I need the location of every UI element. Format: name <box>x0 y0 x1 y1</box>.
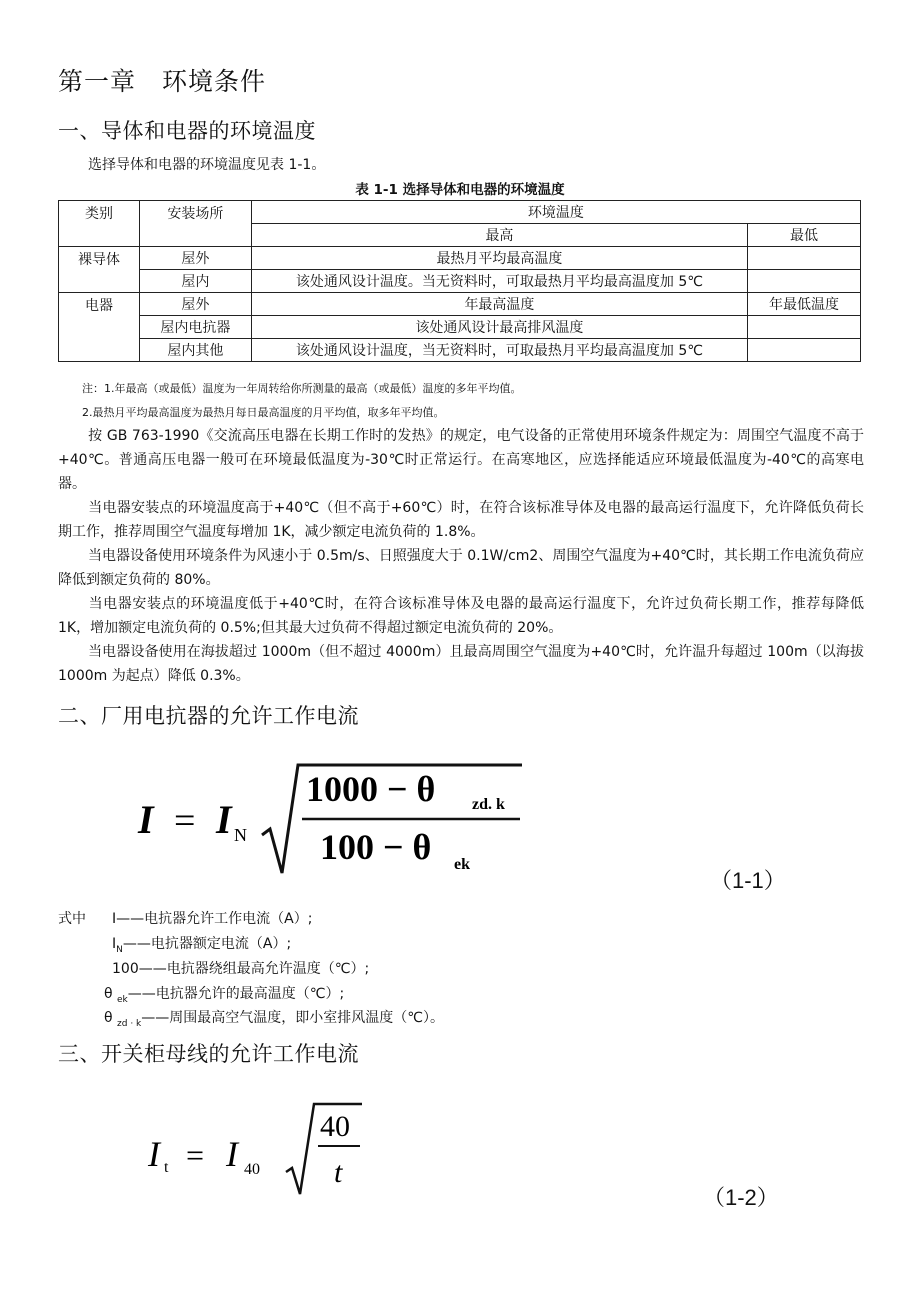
section-heading-1: 一、导体和电器的环境温度 <box>58 119 316 143</box>
cell-max: 该处通风设计温度，当无资料时，可取最热月平均最高温度加 5℃ <box>251 339 747 362</box>
cell-max: 该处通风设计温度。当无资料时，可取最热月平均最高温度加 5℃ <box>251 270 747 293</box>
cell-location: 屋内其他 <box>139 339 251 362</box>
table-note-1: 注：1.年最高（或最低）温度为一年周转给你所测量的最高（或最低）温度的多年平均值。 <box>82 382 522 395</box>
table-row <box>59 247 861 270</box>
formula2-rhs-sub: 40 <box>244 1161 260 1178</box>
table-header-row <box>59 201 861 224</box>
formula-1-1 <box>130 755 540 885</box>
variable-definition: θ $_{ek}$——电抗器允许的最高温度（℃）; <box>104 986 345 1005</box>
cell-min <box>748 316 861 339</box>
formula-denominator: 100 − θ <box>320 827 432 867</box>
formula-rhs-main: I <box>216 797 232 842</box>
paragraph: 按 GB 763-1990《交流高压电器在长期工作时的发热》的规定，电气设备的正常使用环境条件规定为：周围空气温度不高于+40℃。普通高压电器一般可在环境最低温度为-30℃时正常运行。在高寒地区，应选择能适应环境最低温度为-40℃的高寒电器。 <box>58 428 864 492</box>
cell-max: 最热月平均最高温度 <box>251 247 747 270</box>
table-caption: 表 1-1 选择导体和电器的环境温度 <box>355 182 565 198</box>
table-row <box>59 339 861 362</box>
cell-min: 年最低温度 <box>748 293 861 316</box>
header-env-temp: 环境温度 <box>251 201 860 224</box>
formula2-denominator: t <box>334 1156 343 1189</box>
environment-temperature-table <box>58 200 861 362</box>
cell-category: 裸导体 <box>59 247 140 293</box>
formula-numerator: 1000 − θ <box>306 769 436 809</box>
cell-location: 屋内电抗器 <box>139 316 251 339</box>
paragraph: 当电器安装点的环境温度高于+40℃（但不高于+60℃）时，在符合该标准导体及电器的最高运行温度下，允许降低负荷长期工作，推荐周围空气温度每增加 1K，减少额定电流负荷的 1.8%。 <box>58 500 864 540</box>
header-location: 安装场所 <box>139 201 251 247</box>
variable-definition: I——电抗器允许工作电流（A）; <box>112 911 313 927</box>
cell-max: 该处通风设计最高排风温度 <box>251 316 747 339</box>
formula2-lhs-sub: t <box>164 1159 169 1176</box>
cell-min <box>748 247 861 270</box>
where-label: 式中 <box>58 911 86 927</box>
variable-definition: 100——电抗器绕组最高允许温度（℃）; <box>112 961 370 977</box>
section-heading-2: 二、厂用电抗器的允许工作电流 <box>58 704 359 728</box>
header-max: 最高 <box>251 224 747 247</box>
formula-den-sub: ek <box>454 856 470 873</box>
cell-location: 屋外 <box>139 247 251 270</box>
header-min: 最低 <box>748 224 861 247</box>
paragraph: 当电器设备使用在海拔超过 1000m（但不超过 4000m）且最高周围空气温度为+40℃时，允许温升每超过 100m（以海拔 1000m 为起点）降低 0.3%。 <box>58 644 864 684</box>
paragraph: 当电器安装点的环境温度低于+40℃时，在符合该标准导体及电器的最高运行温度下，允许过负荷长期工作，推荐每降低 1K，增加额定电流负荷的 0.5%;但其最大过负荷不得超过额定电流负荷的 20%。 <box>58 596 864 636</box>
formula-rhs-sub: N <box>234 825 247 845</box>
section-heading-3: 三、开关柜母线的允许工作电流 <box>58 1042 359 1066</box>
variable-definition: $I_N——$电抗器额定电流（A）; <box>112 936 292 955</box>
equation-number-1-1: （1-1） <box>710 868 786 893</box>
formula2-rhs-main: I <box>226 1134 238 1174</box>
table-row <box>59 316 861 339</box>
formula2-lhs: I <box>148 1134 160 1174</box>
formula-num-sub: zd. k <box>472 796 505 813</box>
chapter-title: 第一章 环境条件 <box>58 67 267 96</box>
formula-1-2 <box>140 1098 380 1198</box>
table-row <box>59 270 861 293</box>
section1-intro: 选择导体和电器的环境温度见表 1-1。 <box>88 157 326 173</box>
cell-min <box>748 270 861 293</box>
table-note-2: 2.最热月平均最高温度为最热月每日最高温度的月平均值，取多年平均值。 <box>82 406 445 419</box>
formula2-equals: = <box>186 1137 205 1173</box>
cell-location: 屋外 <box>139 293 251 316</box>
header-category: 类别 <box>59 201 140 247</box>
formula-equals: = <box>174 800 196 842</box>
formula2-numerator: 40 <box>320 1110 350 1143</box>
cell-location: 屋内 <box>139 270 251 293</box>
paragraph: 当电器设备使用环境条件为风速小于 0.5m/s、日照强度大于 0.1W/cm2、周围空气温度为+40℃时，其长期工作电流负荷应降低到额定负荷的 80%。 <box>58 548 864 588</box>
formula-lhs: I <box>138 797 154 842</box>
equation-number-1-2: （1-2） <box>703 1185 779 1210</box>
cell-category: 电器 <box>59 293 140 362</box>
variable-definition: θ $_{zd \cdot k}$——周围最高空气温度，即小室排风温度（℃）。 <box>104 1010 444 1029</box>
cell-min <box>748 339 861 362</box>
table-row <box>59 293 861 316</box>
cell-max: 年最高温度 <box>251 293 747 316</box>
